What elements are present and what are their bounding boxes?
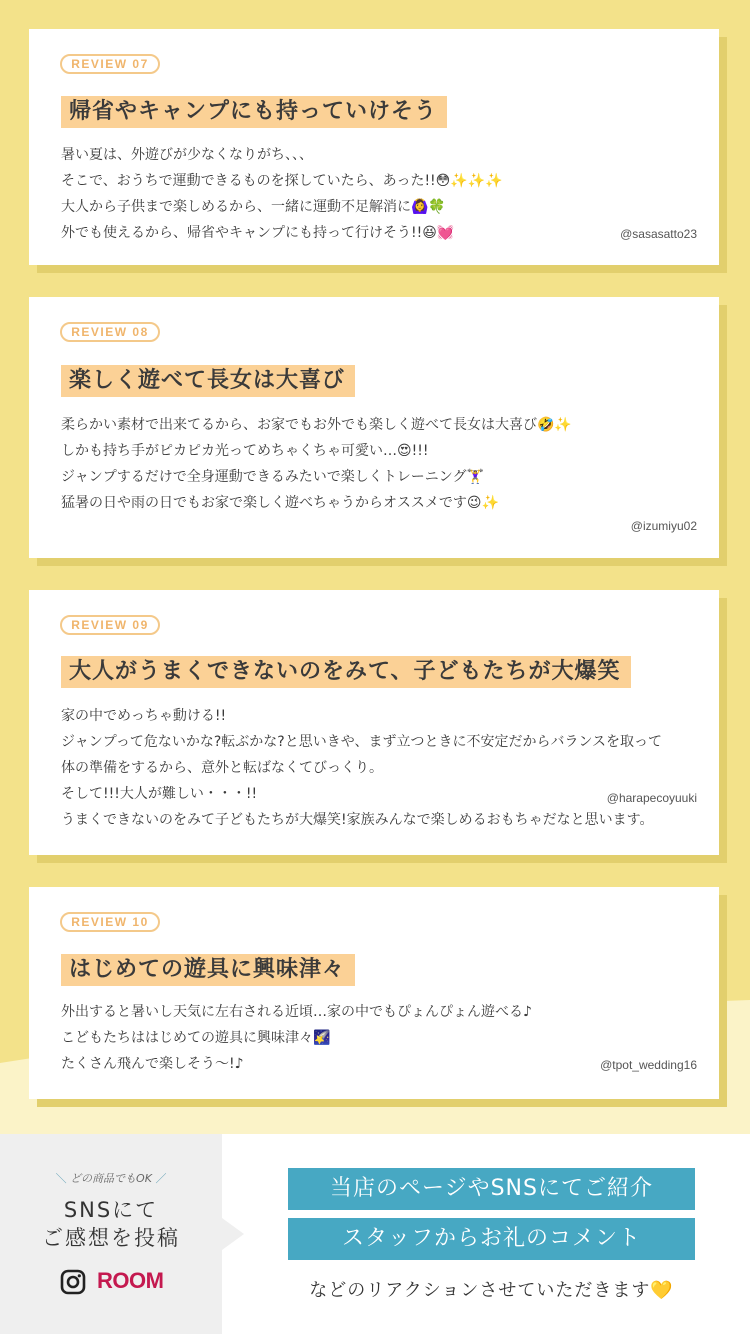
review-line: 猛暑の日や雨の日でもお家で楽しく遊べちゃうからオススメです😉✨ — [61, 495, 499, 511]
sns-line-1: SNSにて — [63, 1198, 159, 1222]
review-line: たくさん飛んで楽しそう〜!♪ — [61, 1056, 244, 1072]
review-line: しかも持ち手がピカピカ光ってめちゃくちゃ可愛い…😍!!! — [61, 443, 429, 459]
review-line: 外でも使えるから、帰省やキャンプにも持って行けそう!!😆💓 — [61, 225, 455, 241]
reaction-text: などのリアクションさせていただきます — [309, 1280, 651, 1301]
reviewer-handle: @sasasatto23 — [620, 227, 697, 241]
sns-post-heading — [20, 1196, 202, 1252]
footer-arrow — [222, 1218, 244, 1250]
any-product-ok-text: どの商品でもOK — [70, 1172, 152, 1185]
review-badge: REVIEW 09 — [60, 615, 160, 635]
review-line: うまくできないのをみて子どもたちが大爆笑!家族みんなで楽しめるおもちゃだなと思います。 — [61, 812, 654, 828]
reviewer-handle: @izumiyu02 — [630, 519, 697, 533]
review-line: 柔らかい素材で出来てるから、お家でもお外でも楽しく遊べて長女は大喜び🤣✨ — [61, 417, 572, 433]
feature-on-page-button: 当店のページやSNSにてご紹介 — [288, 1168, 695, 1210]
staff-comment-button: スタッフからお礼のコメント — [288, 1218, 695, 1260]
review-card-09 — [29, 590, 719, 855]
review-body — [61, 412, 701, 516]
review-title: 帰省やキャンプにも持っていけそう — [61, 96, 447, 128]
review-line: こどもたちははじめての遊具に興味津々🌠 — [61, 1030, 331, 1046]
review-line: 家の中でめっちゃ動ける!! — [61, 708, 227, 724]
reviewer-handle: @tpot_wedding16 — [600, 1058, 697, 1072]
reviewer-handle: @harapecoyuuki — [606, 791, 697, 805]
review-line: そして!!!大人が難しい・・・!! — [61, 786, 258, 802]
review-line: ジャンプするだけで全身運動できるみたいで楽しくトレーニング🏋️‍♀️ — [61, 469, 484, 485]
room-logo: ROOM — [97, 1268, 164, 1293]
review-line: 体の準備をするから、意外と転ばなくてびっくり。 — [61, 760, 383, 776]
review-card-10 — [29, 887, 719, 1099]
review-title: 大人がうまくできないのをみて、子どもたちが大爆笑 — [61, 656, 631, 688]
review-line: 大人から子供まで楽しめるから、一緒に運動不足解消に🙆‍♀️🍀 — [61, 199, 446, 215]
reaction-note — [288, 1276, 695, 1302]
review-line: 暑い夏は、外遊びが少なくなりがち、、、 — [61, 147, 313, 163]
review-line: 外出すると暑いし天気に左右される近頃…家の中でもぴょんぴょん遊べる♪ — [61, 1004, 532, 1020]
review-line: ジャンプって危ないかな?転ぶかな?と思いきや、まず立つときに不安定だからバランスを取って — [61, 734, 663, 750]
review-title: 楽しく遊べて長女は大喜び — [61, 365, 355, 397]
any-product-ok-note — [36, 1170, 186, 1186]
slash-left-icon: ＼ — [55, 1172, 67, 1185]
instagram-icon — [60, 1269, 86, 1295]
review-body — [61, 703, 701, 833]
yellow-heart-icon: 💛 — [650, 1280, 674, 1301]
review-card-08 — [29, 297, 719, 558]
review-badge: REVIEW 08 — [60, 322, 160, 342]
review-badge: REVIEW 10 — [60, 912, 160, 932]
sns-line-2: ご感想を投稿 — [42, 1226, 180, 1250]
review-line: そこで、おうちで運動できるものを探していたら、あった!!😳✨✨✨ — [61, 173, 503, 189]
review-title: はじめての遊具に興味津々 — [61, 954, 355, 986]
review-card-07 — [29, 29, 719, 265]
slash-right-icon: ／ — [155, 1172, 167, 1185]
review-body — [61, 142, 701, 246]
review-badge: REVIEW 07 — [60, 54, 160, 74]
